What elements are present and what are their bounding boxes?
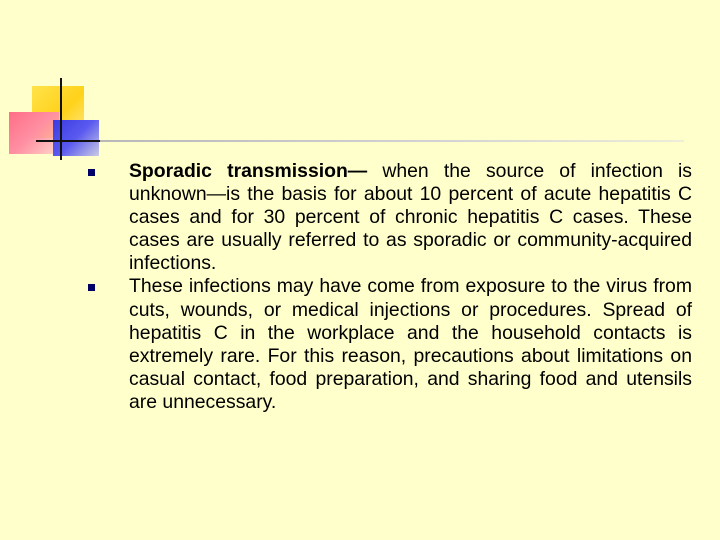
bullet-item-sporadic-transmission [88,160,692,275]
red-square-decoration [9,112,59,154]
bullet-text: when the source of infection is unknown—is the basis for about 10 percent of acute hepatitis C cases and for 30 percent of chronic hepatitis C cases. These cases are usually referred to as sporadic or community-acquired infections. [129,160,693,275]
vertical-rule-decoration [60,78,62,160]
square-bullet-icon [88,284,95,291]
square-bullet-icon [88,169,95,176]
slide-body [88,160,692,414]
bullet-text: These infections may have come from exposure to the virus from cuts, wounds, or medical injections or procedures. Spread of hepatitis C in the workplace and the household contacts is extremely rare. For this reason, precautions about limitations on casual contact, food preparation, and sharing food and utensils are unnecessary. [129,275,692,413]
title-divider-line [100,140,684,142]
bullet-bold-text: Sporadic transmission— [129,160,368,182]
bullet-item-infection-sources [88,275,692,414]
